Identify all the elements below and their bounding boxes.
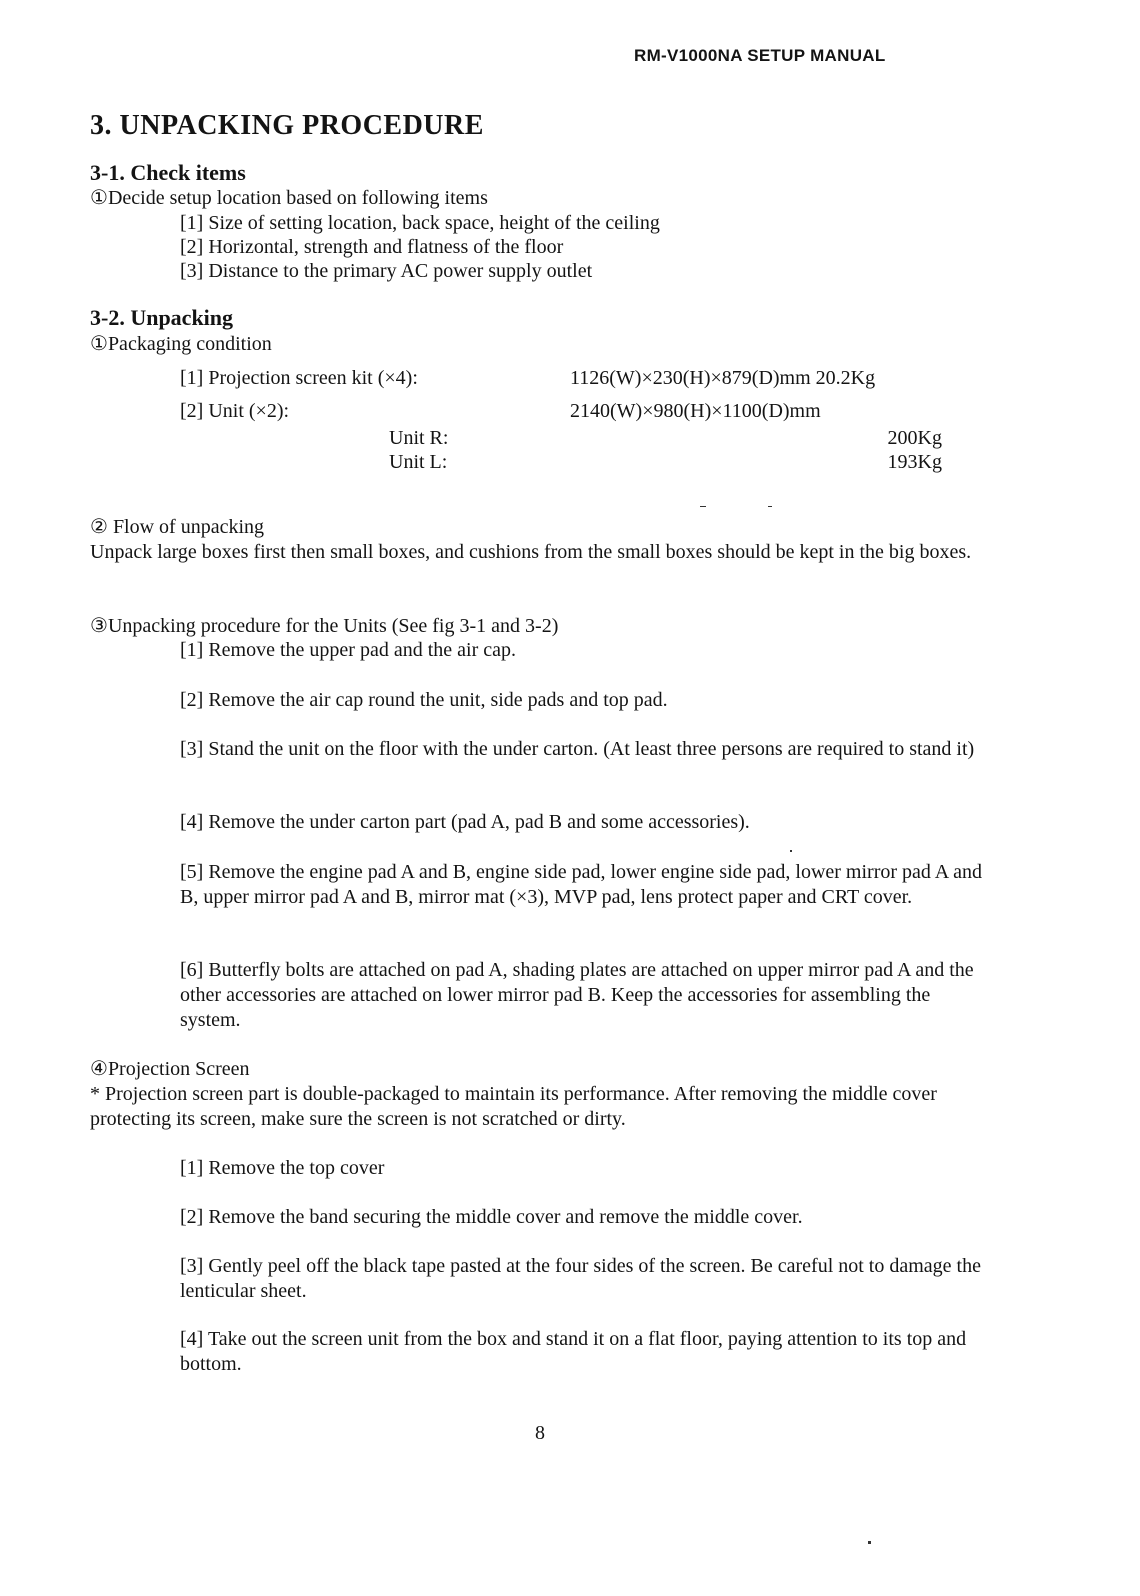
procedure-step-5: [5] Remove the engine pad A and B, engine side pad, lower engine side pad, lower mirror pad A and B, upper mirror pad A and B, mirror mat (×3), MVP pad, lens protect paper and CRT cover. <box>180 861 983 908</box>
procedure-step-3: [3] Stand the unit on the floor with the under carton. (At least three persons are required to stand it) <box>180 738 975 760</box>
scan-speck <box>790 850 792 852</box>
check-items-heading: 3-1. Check items <box>90 160 246 185</box>
check-item-2: [2] Horizontal, strength and flatness of the floor <box>180 236 564 258</box>
circled-number-3: ③ <box>90 615 108 637</box>
screen-step-1: [1] Remove the top cover <box>180 1157 385 1179</box>
screen-step-3: [3] Gently peel off the black tape pasted at the four sides of the screen. Be careful not to damage the lenticular sheet. <box>180 1255 981 1302</box>
procedure-step-6: [6] Butterfly bolts are attached on pad A, shading plates are attached on upper mirror pad A and the other accessories are attached on lower mirror pad B. Keep the accessories for assembling the system. <box>180 959 974 1031</box>
circled-number-1: ① <box>90 187 108 209</box>
flow-text: Unpack large boxes first then small boxes, and cushions from the small boxes should be kept in the big boxes. <box>90 541 972 563</box>
packaging-condition-text: Packaging condition <box>107 333 272 355</box>
unit-l-label: Unit L: <box>389 451 448 473</box>
unit-r-label: Unit R: <box>389 427 449 449</box>
check-item-3: [3] Distance to the primary AC power supply outlet <box>180 260 593 282</box>
circled-number-2: ② <box>90 516 108 538</box>
check-items-intro <box>90 186 488 211</box>
flow-heading <box>90 515 264 540</box>
circled-number-4: ④ <box>90 1058 108 1080</box>
screen-heading <box>90 1057 250 1082</box>
page-number: 8 <box>535 1422 545 1444</box>
procedure-step-2: [2] Remove the air cap round the unit, side pads and top pad. <box>180 689 668 711</box>
screen-step-2: [2] Remove the band securing the middle cover and remove the middle cover. <box>180 1206 803 1228</box>
pack-row-2-label: [2] Unit (×2): <box>180 400 290 422</box>
scan-speck <box>868 1541 871 1544</box>
procedure-step-1: [1] Remove the upper pad and the air cap. <box>180 639 516 661</box>
screen-note: * Projection screen part is double-packaged to maintain its performance. After removing the middle cover protecting its screen, make sure the screen is not scratched or dirty. <box>90 1083 937 1130</box>
screen-step-4: [4] Take out the screen unit from the box and stand it on a flat floor, paying attention to its top and bottom. <box>180 1328 967 1375</box>
check-item-1: [1] Size of setting location, back space, height of the ceiling <box>180 212 660 234</box>
unit-r-weight: 200Kg <box>887 427 942 449</box>
pack-row-2-value: 2140(W)×980(H)×1100(D)mm <box>570 400 821 422</box>
pack-row-1-value: 1126(W)×230(H)×879(D)mm 20.2Kg <box>570 367 876 389</box>
check-items-intro-text: Decide setup location based on following items <box>107 187 488 209</box>
unit-l-weight: 193Kg <box>887 451 942 473</box>
screen-heading-text: Projection Screen <box>107 1058 250 1080</box>
scan-speck <box>768 506 772 507</box>
section-title: 3. UNPACKING PROCEDURE <box>90 110 484 141</box>
circled-number-1: ① <box>90 333 108 355</box>
procedure-step-4: [4] Remove the under carton part (pad A, pad B and some accessories). <box>180 811 750 833</box>
unpacking-heading: 3-2. Unpacking <box>90 305 234 330</box>
scan-speck <box>700 506 706 507</box>
pack-row-1-label: [1] Projection screen kit (×4): <box>180 367 418 389</box>
flow-heading-text: Flow of unpacking <box>112 516 265 538</box>
procedure-heading-text: Unpacking procedure for the Units (See fig 3-1 and 3-2) <box>107 615 559 637</box>
packaging-condition <box>90 332 272 357</box>
page-header: RM-V1000NA SETUP MANUAL <box>634 46 886 65</box>
procedure-heading <box>90 614 558 639</box>
